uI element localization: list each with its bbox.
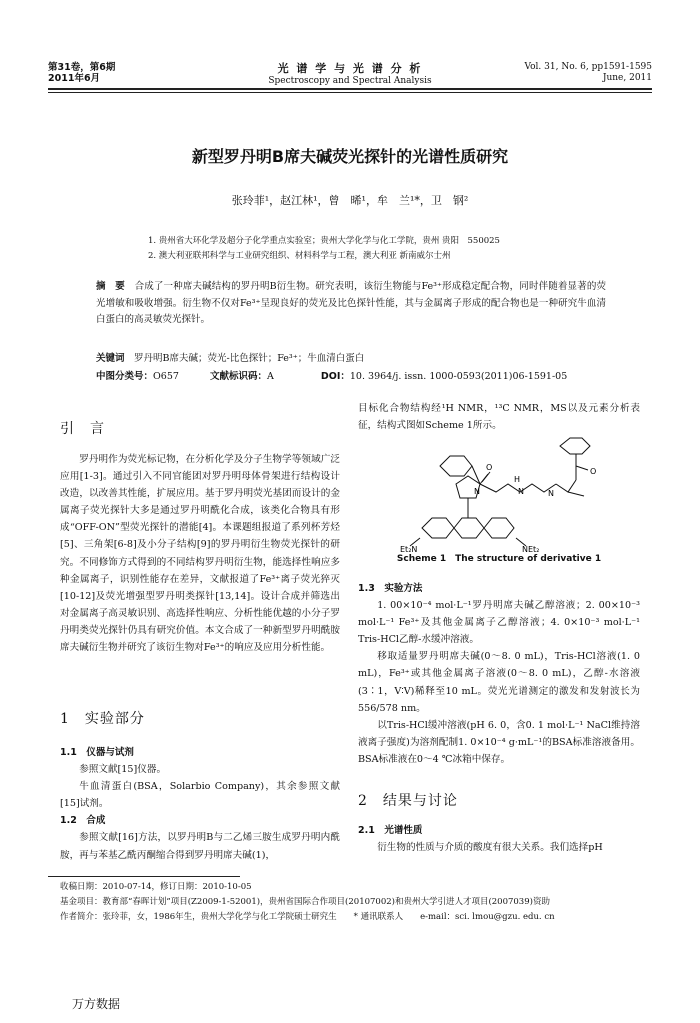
year-cn: 2011年6月 [48, 73, 101, 84]
xanthene-ring-right [484, 518, 514, 538]
label-n-imine: N [548, 489, 554, 498]
right-top-text [358, 400, 640, 434]
footnote-rule [48, 876, 240, 877]
xanthene-ring-left [422, 518, 454, 538]
authors: 张玲菲¹，赵江林¹，曾 晞¹，牟 兰¹*，卫 钢² [231, 194, 469, 207]
structure-characterization: 目标化合物结构经¹H NMR，¹³C NMR，MS以及元素分析表征，结构式图如Scheme 1所示。 [358, 403, 640, 432]
volume-en: Vol. 31, No. 6, pp1591-1595 [524, 62, 652, 72]
label-n-lactam: N [474, 487, 480, 496]
doi-value: 10. 3964/j. issn. 1000-0593(2011)06-1591-05 [349, 371, 568, 382]
left-column-2 [60, 744, 340, 864]
benzo-ring [440, 456, 472, 476]
right-column-2 [358, 822, 640, 856]
scheme-caption: Scheme 1 The structure of derivative 1 [396, 554, 602, 564]
affiliation-1: 1. 贵州省大环化学及超分子化学重点实验室；贵州大学化学与化工学院，贵州 贵阳 550025 [148, 236, 500, 246]
header-center [200, 60, 500, 86]
label-et2n: Et₂N [400, 545, 418, 554]
fund-info: 基金项目：教育部“春晖计划”项目(Z2009-1-52001)，贵州省国际合作项目(20107002)和贵州大学引进人才项目(2007039)资助 [60, 897, 550, 907]
section-1-1-text-b: 牛血清蛋白(BSA，Solarbio Company)，其余参照文献[15]试剂。 [60, 781, 340, 810]
watermark: 万方数据 [72, 997, 121, 1011]
section-1-1-text-a: 参照文献[15]仪器。 [79, 764, 167, 776]
section-2-1-heading: 2.1 光谱性质 [358, 825, 423, 836]
label-o: O [486, 463, 493, 472]
section-1-1-heading: 1.1 仪器与试剂 [60, 747, 134, 758]
intro-heading: 引 言 [60, 421, 105, 437]
date-en: June, 2011 [602, 73, 652, 83]
xanthene-ring-middle [454, 518, 484, 538]
section-1-2-text: 参照文献[16]方法，以罗丹明B与二乙烯三胺生成罗丹明内酰胺，再与苯基乙酰丙酮缩合得到罗丹明席夫碱(1)， [60, 832, 340, 861]
section-1-3-heading: 1.3 实验方法 [358, 583, 423, 594]
left-column [60, 451, 340, 656]
header-left [48, 62, 115, 84]
classification [96, 368, 616, 382]
section-1-3-text-a: 1. 00×10⁻⁴ mol·L⁻¹罗丹明席夫碱乙醇溶液；2. 00×10⁻³ mol·L⁻¹ Fe³⁺及其他金属离子乙醇溶液；4. 0×10⁻³ mol·L⁻¹ Tris-HCl乙醇-水缓冲溶液。 [358, 600, 640, 646]
abstract [96, 279, 606, 329]
received-date: 收稿日期：2010-07-14，修订日期：2010-10-05 [60, 882, 252, 892]
keywords-text: 罗丹明B席夫碱；荧光-比色探针；Fe³⁺；牛血清白蛋白 [134, 353, 365, 364]
intro-paragraph: 罗丹明作为荧光标记物，在分析化学及分子生物学等领域广泛应用[1-3]。通过引入不同官能团对罗丹明母体骨架进行结构设计改造，以改善其性能，扩展应用。基于罗丹明荧光基团而设计的金属离子荧光探针大多是通过罗丹明酰化合成，该类化合物具有形成“OFF-ON”型荧光探针的潜能[4]。本课题组报道了系列杯芳烃[5]、三角架[6-8]及小分子结构[9]的罗丹明衍生物荧光探针的研究。不同修饰方式得到的不同结构罗丹明衍生物，能选择性响应多种金属离子，识别性能存在差异，文献报道了Fe³⁺离子荧光猝灭[10-12]及荧光增强型罗丹明类探针[13,14]。设计合成并筛选出对金属离子高灵敏识别、高选择性响应、分析性能优越的小分子罗丹明类荧光探针仍具有研究价值。本文合成了一种新型罗丹明酰胺席夫碱衍生物并研究了该衍生物对Fe³⁺的响应及应用分析性能。 [60, 454, 340, 654]
header-rule-thin [48, 92, 652, 93]
label-o-ketone: O [590, 467, 597, 476]
doc-code-value: A [266, 371, 274, 382]
section-1-heading: 1 实验部分 [60, 711, 145, 727]
section-1-3-text-c: 以Tris-HCl缓冲溶液(pH 6. 0，含0. 1 mol·L⁻¹ NaCl维持溶液离子强度)为溶剂配制1. 0×10⁻⁴ g·mL⁻¹的BSA标准溶液备用。BSA标准液在0～4 ℃冰箱中保存。 [358, 719, 640, 765]
right-column [358, 580, 640, 768]
journal-cn: 光 谱 学 与 光 谱 分 析 [277, 62, 423, 75]
scheme-1-structure [400, 436, 620, 556]
doi-label: DOI： [320, 371, 350, 382]
volume-cn: 第31卷，第6期 [48, 62, 116, 73]
section-2-1-text: 衍生物的性质与介质的酸度有很大关系。我们选择pH [377, 842, 603, 854]
footnotes [60, 882, 660, 923]
section-1-3-text-b: 移取适量罗丹明席夫碱(0～8. 0 mL)，Tris-HCl溶液(1. 0 mL)，Fe³⁺或其他金属离子溶液(0～8. 0 mL)，乙醇-水溶液(3∶1，V∶V)稀释至10 mL。荧光光谱测定的激发和发射波长为556/578 nm。 [358, 651, 640, 714]
doc-code-label: 文献标识码： [209, 371, 267, 382]
keywords-label: 关键词 [96, 353, 125, 364]
header-right [524, 62, 652, 84]
paper-title: 新型罗丹明B席夫碱荧光探针的光谱性质研究 [191, 147, 509, 166]
author-bio: 作者简介：张玲菲，女，1986年生，贵州大学化学与化工学院硕士研究生 * 通讯联系人 e-mail：sci. lmou@gzu. edu. cn [60, 912, 555, 922]
abstract-label: 摘 要 [96, 281, 125, 292]
label-n-amine: N [518, 487, 524, 496]
label-net2: NEt₂ [522, 545, 540, 554]
section-1-2-heading: 1.2 合成 [60, 815, 106, 827]
phenyl-ring [560, 438, 590, 454]
clc-label: 中图分类号： [96, 371, 154, 382]
header-rule [48, 88, 652, 90]
keywords [96, 350, 606, 364]
section-2-heading: 2 结果与讨论 [358, 793, 458, 809]
abstract-text: 合成了一种席夫碱结构的罗丹明B衍生物。研究表明，该衍生物能与Fe³⁺形成稳定配合物，同时伴随着显著的荧光增敏和吸收增强。衍生物不仅对Fe³⁺呈现良好的荧光及比色探针性能，其与金属离子形成的配合物也是一种研究牛血清白蛋白的高灵敏荧光探针。 [96, 281, 606, 325]
journal-en: Spectroscopy and Spectral Analysis [268, 76, 432, 86]
label-h: H [514, 475, 521, 484]
affiliation-2: 2. 澳大利亚联邦科学与工业研究组织、材料科学与工程，澳大利亚 新南威尔士州 [148, 251, 451, 261]
clc-value: O657 [153, 371, 179, 382]
